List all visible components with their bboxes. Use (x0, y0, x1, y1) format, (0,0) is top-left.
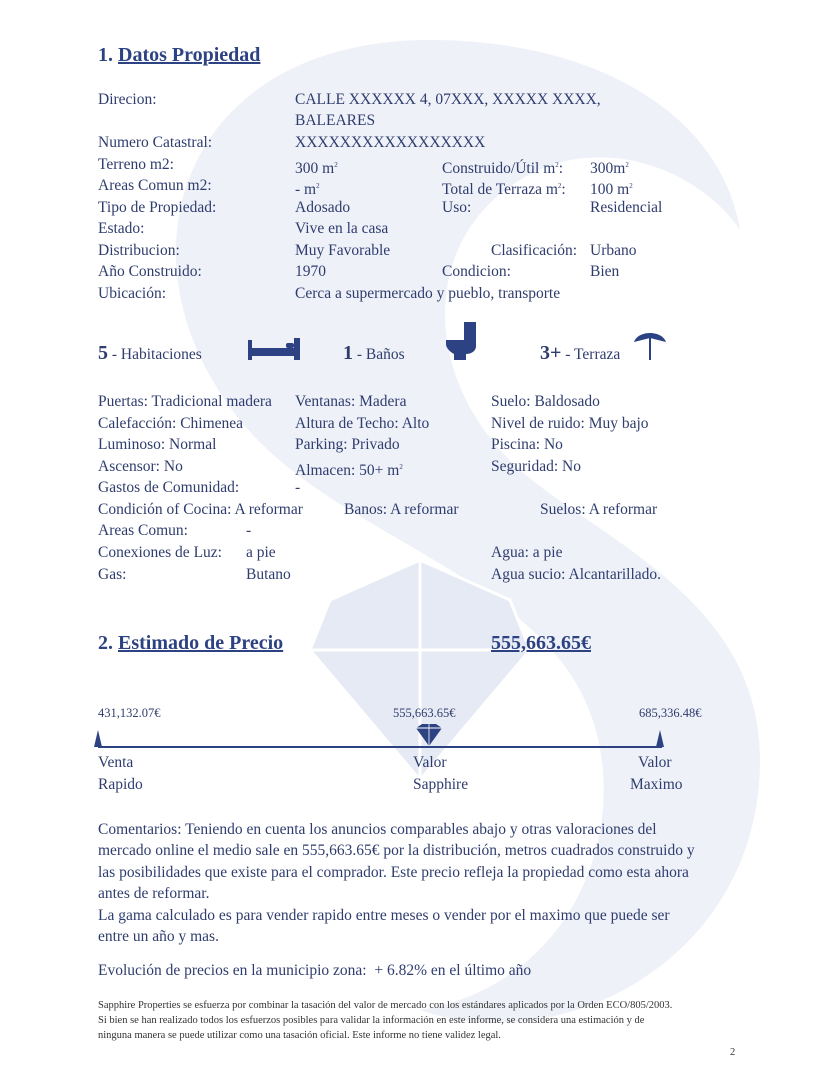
piscina-feature: Piscina: No (491, 436, 563, 453)
range-low-label1: Venta (98, 754, 134, 771)
terreno-value: 300 $m^2$ (295, 160, 338, 178)
condicion-label: Condicion: (442, 263, 511, 280)
suelos-condition: Suelos: A reformar (540, 501, 658, 518)
toilet-icon (446, 322, 478, 360)
range-high-label1: Valor (638, 754, 672, 771)
high-marker-icon (656, 730, 664, 747)
construido-value: $300m^2$ (590, 160, 629, 178)
ventanas-feature: Ventanas: Madera (295, 393, 407, 410)
range-low-value: 431,132.07€ (98, 706, 161, 720)
luminoso-feature: Luminoso: Normal (98, 436, 217, 453)
price-range-bar (92, 722, 672, 750)
condicion-value: Bien (590, 263, 620, 280)
construido-label: Construido/Útil $m^2$: (442, 160, 564, 178)
banos-condition: Banos: A reformar (344, 501, 459, 518)
anio-label: Año Construido: (98, 263, 202, 280)
areas-label: Areas Comun m2: (98, 177, 212, 194)
evolution-label: Evolución de precios en la municipio zona: (98, 962, 367, 979)
areas-comun-label: Areas Comun: (98, 522, 188, 539)
catastral-label: Numero Catastral: (98, 134, 213, 151)
estimated-price: 555,663.65€ (491, 632, 591, 654)
direcion-label: Direcion: (98, 91, 157, 108)
luz-value: a pie (246, 544, 276, 561)
estado-value: Vive en la casa (295, 220, 389, 237)
catastral-value: XXXXXXXXXXXXXXXXX (295, 134, 486, 151)
comments-line3: las posibilidades que existe para el comprador. Este precio refleja la propiedad como esta ahora (98, 864, 689, 881)
range-low-label2: Rapido (98, 776, 143, 793)
terraza-label: Total de Terraza $m^2$: (442, 181, 566, 199)
direcion-value-line1: CALLE XXXXXX 4, 07XXX, XXXXX XXXX, (295, 91, 601, 108)
habitaciones-summary: 5 - Habitaciones (98, 342, 202, 364)
ruido-feature: Nivel de ruido: Muy bajo (491, 415, 649, 432)
ascensor-feature: Ascensor: No (98, 458, 183, 475)
section1-number: 1. (98, 44, 113, 66)
ubicacion-label: Ubicación: (98, 285, 167, 302)
section1-title: Datos Propiedad (118, 44, 261, 66)
banos-summary: 1 - Baños (343, 342, 405, 364)
range-high-value: 685,336.48€ (639, 706, 702, 720)
gastos-value: - (295, 479, 301, 496)
agua-sucio-feature: Agua sucio: Alcantarillado. (491, 566, 662, 583)
range-mid-label1: Valor (413, 754, 447, 771)
ubicacion-value: Cerca a supermercado y pueblo, transporte (295, 285, 561, 302)
distribucion-label: Distribucion: (98, 242, 180, 259)
diamond-icon (416, 724, 442, 746)
distribucion-value: Muy Favorable (295, 242, 391, 259)
areas-value: - $m^2$ (295, 181, 320, 199)
terraza-value: 100 $m^2$ (590, 181, 633, 199)
suelo-feature: Suelo: Baldosado (491, 393, 600, 410)
disclaimer-line1: Sapphire Properties se esfuerza por combinar la tasación del valor de mercado con los estándares aplicados por la Orden ECO/805/2003. (98, 1000, 673, 1011)
almacen-feature: Almacen: $50+ m^2$ (295, 462, 403, 480)
seguridad-feature: Seguridad: No (491, 458, 581, 475)
umbrella-icon (632, 328, 668, 360)
tipo-value: Adosado (295, 199, 351, 216)
puertas-feature: Puertas: Tradicional madera (98, 393, 272, 410)
price-evolution (98, 960, 531, 982)
range-mid-label2: Sapphire (413, 776, 469, 793)
clasificacion-value: Urbano (590, 242, 637, 259)
gas-label: Gas: (98, 566, 127, 583)
low-marker-icon (94, 730, 102, 747)
range-high-label2: Maximo (630, 776, 683, 793)
tipo-label: Tipo de Propiedad: (98, 199, 217, 216)
parking-feature: Parking: Privado (295, 436, 400, 453)
disclaimer-line2: Si bien se han realizado todos los esfuerzos posibles para validar la información en este informe, se considera una estimación y de (98, 1015, 645, 1026)
areas-comun-value: - (246, 522, 252, 539)
disclaimer-line3: ninguna manera se puede utilizar como una tasación oficial. Este informe no tiene validez legal. (98, 1030, 501, 1041)
section2-title: Estimado de Precio (118, 632, 284, 654)
altura-feature: Altura de Techo: Alto (295, 415, 430, 432)
terraza-summary: 3+ - Terraza (540, 342, 621, 364)
section2-heading (98, 632, 283, 655)
comments-line4: antes de reformar. (98, 885, 210, 902)
anio-value: 1970 (295, 263, 326, 280)
agua-feature: Agua: a pie (491, 544, 563, 561)
calefaccion-feature: Calefacción: Chimenea (98, 415, 244, 432)
comments-line5: La gama calculado es para vender rapido entre meses o vender por el maximo que puede ser (98, 907, 670, 924)
range-mid-value: 555,663.65€ (393, 706, 456, 720)
page-number: 2 (730, 1047, 736, 1058)
uso-value: Residencial (590, 199, 663, 216)
luz-label: Conexiones de Luz: (98, 544, 222, 561)
bed-icon (248, 338, 300, 360)
terreno-label: Terreno m2: (98, 156, 174, 173)
section2-number: 2. (98, 632, 113, 654)
gastos-label: Gastos de Comunidad: (98, 479, 240, 496)
evolution-value: + 6.82% en el último año (374, 962, 532, 979)
comments-line1: Comentarios: Teniendo en cuenta los anuncios comparables abajo y otras valoraciones del (98, 821, 657, 838)
section1-heading (98, 44, 260, 67)
clasificacion-label: Clasificación: (491, 242, 578, 259)
estado-label: Estado: (98, 220, 145, 237)
comments-line6: entre un año y mas. (98, 928, 219, 945)
direcion-value-line2: BALEARES (295, 112, 376, 129)
cocina-feature: Condición of Cocina: A reformar (98, 501, 303, 518)
comments-line2: mercado online el medio sale en 555,663.65€ por la distribución, metros cuadrados construido y (98, 842, 695, 859)
gas-value: Butano (246, 566, 291, 583)
uso-label: Uso: (442, 199, 472, 216)
